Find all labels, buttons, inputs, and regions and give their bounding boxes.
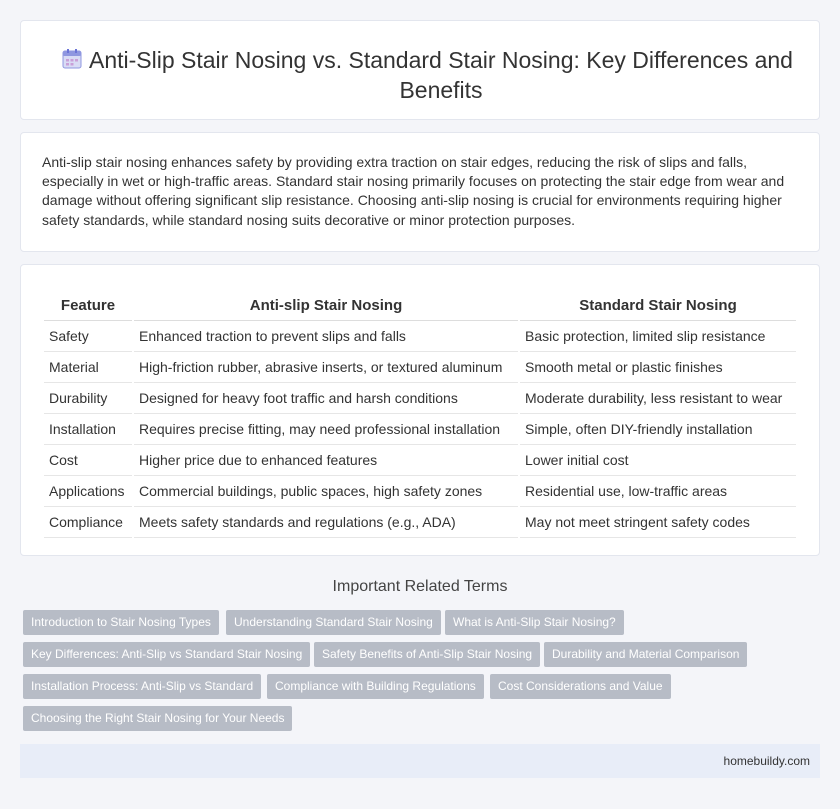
table-cell: Installation [44, 414, 132, 445]
table-row [44, 383, 796, 414]
table-cell: Material [44, 352, 132, 383]
related-tag[interactable]: Introduction to Stair Nosing Types [23, 610, 219, 635]
table-row [44, 476, 796, 507]
table-cell: Higher price due to enhanced features [134, 445, 518, 476]
table-cell: Commercial buildings, public spaces, high safety zones [134, 476, 518, 507]
table-row [44, 321, 796, 352]
intro-paragraph: Anti-slip stair nosing enhances safety by providing extra traction on stair edges, reducing the risk of slips and falls, especially in wet or high-traffic areas. Standard stair nosing primarily focuses on protecting the stair edge from wear and damage without offering significant slip resistance. Choosing anti-slip nosing is crucial for environments requiring higher safety standards, while standard nosing suits decorative or minor protection purposes. [42, 154, 785, 228]
table-cell: Applications [44, 476, 132, 507]
page-title: Anti-Slip Stair Nosing vs. Standard Stair Nosing: Key Differences and Benefits [89, 47, 793, 103]
footer [20, 744, 820, 778]
table-cell: May not meet stringent safety codes [520, 507, 796, 538]
table-cell: Durability [44, 383, 132, 414]
intro-card [20, 132, 820, 252]
table-row [44, 507, 796, 538]
table-row [44, 352, 796, 383]
header-anti-slip: Anti-slip Stair Nosing [134, 295, 518, 321]
table-cell: Basic protection, limited slip resistance [520, 321, 796, 352]
table-cell: High-friction rubber, abrasive inserts, or textured aluminum [134, 352, 518, 383]
related-tag[interactable]: Cost Considerations and Value [490, 674, 671, 699]
related-tag[interactable]: Compliance with Building Regulations [267, 674, 484, 699]
table-cell: Smooth metal or plastic finishes [520, 352, 796, 383]
header-feature: Feature [44, 295, 132, 321]
related-tag[interactable]: Understanding Standard Stair Nosing [226, 610, 441, 635]
comparison-table [42, 295, 798, 538]
table-cell: Enhanced traction to prevent slips and falls [134, 321, 518, 352]
table-cell: Moderate durability, less resistant to wear [520, 383, 796, 414]
related-tag[interactable]: Safety Benefits of Anti-Slip Stair Nosing [314, 642, 540, 667]
table-cell: Requires precise fitting, may need professional installation [134, 414, 518, 445]
table-header-row [44, 295, 796, 321]
table-cell: Lower initial cost [520, 445, 796, 476]
table-cell: Simple, often DIY-friendly installation [520, 414, 796, 445]
related-tag[interactable]: Key Differences: Anti-Slip vs Standard Stair Nosing [23, 642, 310, 667]
related-tag[interactable]: What is Anti-Slip Stair Nosing? [445, 610, 624, 635]
header-standard: Standard Stair Nosing [520, 295, 796, 321]
related-tag[interactable]: Durability and Material Comparison [544, 642, 747, 667]
related-terms-title: Important Related Terms [332, 578, 508, 595]
title-card [20, 20, 820, 120]
table-cell: Cost [44, 445, 132, 476]
related-tag[interactable]: Installation Process: Anti-Slip vs Standard [23, 674, 261, 699]
table-cell: Compliance [44, 507, 132, 538]
table-cell: Safety [44, 321, 132, 352]
footer-site[interactable]: homebuildy.com [723, 754, 810, 768]
comparison-table-card [20, 264, 820, 556]
table-cell: Designed for heavy foot traffic and harsh conditions [134, 383, 518, 414]
table-row [44, 445, 796, 476]
calendar-icon [61, 48, 83, 70]
related-tag[interactable]: Choosing the Right Stair Nosing for Your Needs [23, 706, 292, 731]
table-cell: Meets safety standards and regulations (e.g., ADA) [134, 507, 518, 538]
table-row [44, 414, 796, 445]
table-cell: Residential use, low-traffic areas [520, 476, 796, 507]
